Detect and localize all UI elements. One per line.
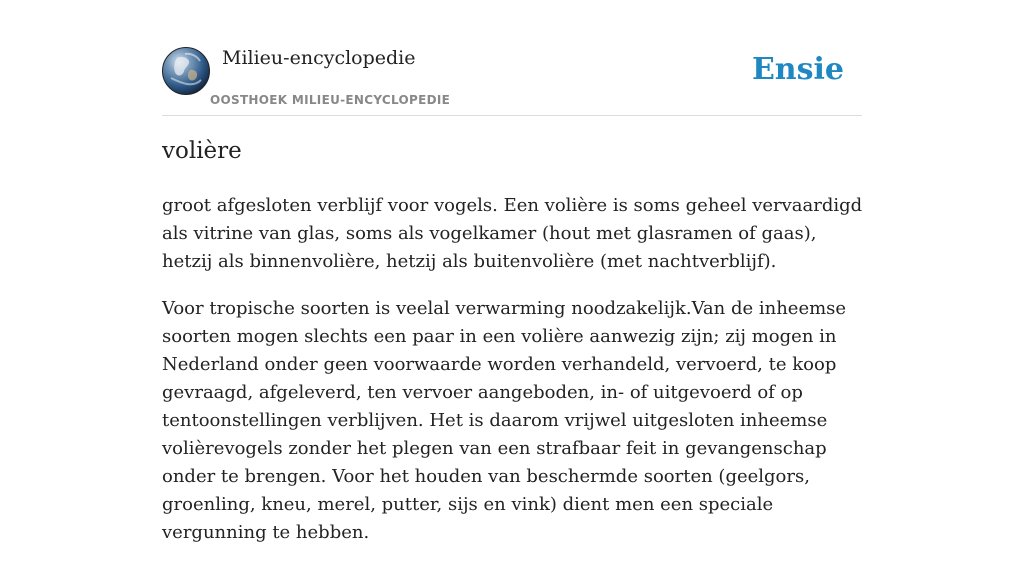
earth-globe-icon[interactable] (162, 47, 210, 95)
article-body (162, 192, 866, 566)
page-title: volière (162, 138, 242, 164)
article-paragraph: groot afgesloten verblijf voor vogels. Een volière is soms geheel vervaardigd als vitrine van glas, soms als vogelkamer (hout met glasramen of gaas), hetzij als binnenvolière, hetzij als buitenvolière (met nachtverblijf). (162, 195, 863, 272)
site-header (162, 40, 862, 116)
site-title[interactable]: Milieu-encyclopedie (222, 47, 416, 69)
article-paragraph: Voor tropische soorten is veelal verwarming noodzakelijk.Van de inheemse soorten mogen slechts een paar in een volière aanwezig zijn; zij mogen in Nederland onder geen voorwaarde worden verhandeld, vervoerd, te koop gevraagd, afgeleverd, ten vervoer aangeboden, in- of uitgevoerd of op tentoonstellingen verblijven. Het is daarom vrijwel uitgesloten inheemse volièrevogels zonder het plegen van een strafbaar feit in gevangenschap onder te brengen. Voor het houden van beschermde soorten (geelgors, groenling, kneu, merel, putter, sijs en vink) dient men een speciale vergunning te hebben. (162, 298, 847, 543)
site-subtitle[interactable]: OOSTHOEK MILIEU-ENCYCLOPEDIE (210, 93, 451, 107)
ensie-logo-link[interactable]: Ensie (751, 52, 844, 87)
